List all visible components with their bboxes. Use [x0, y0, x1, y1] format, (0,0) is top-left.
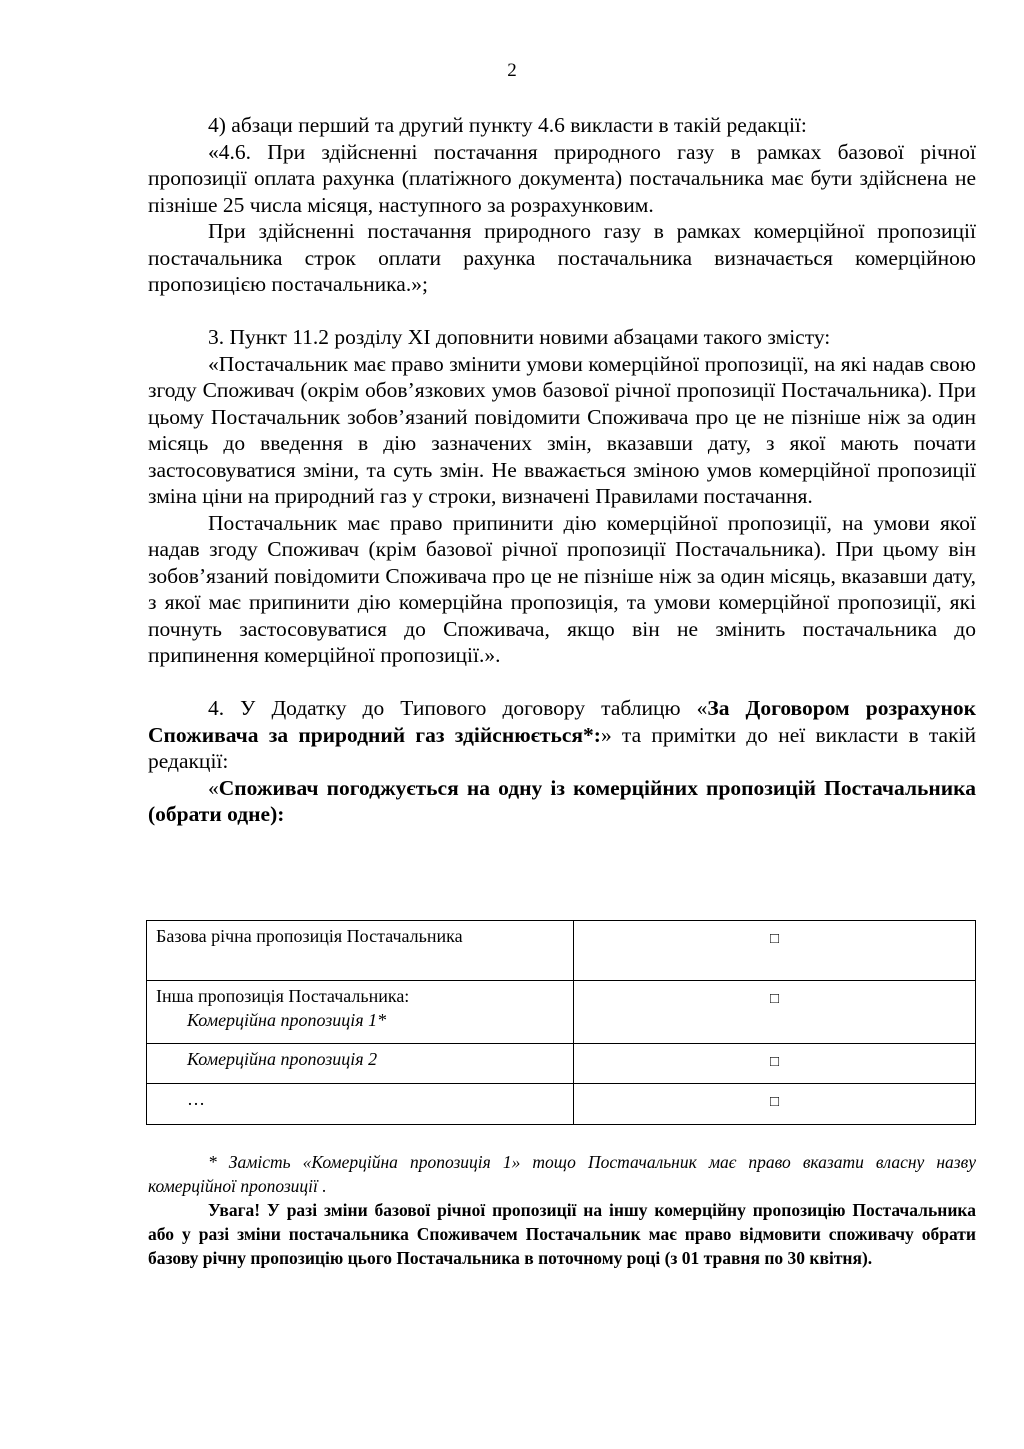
paragraph-terminate-offer: Постачальник має право припинити дію комерційної пропозиції, на умови якої надав згоду Споживач (крім базової річної пропозиції Постачальника). При цьому він зобов’язаний повідомити Споживача про це не пізніше ніж за один місяць, вказавши дату, з якої має припинити дію комерційна пропозиція, та умови комерційної пропозиції, які почнуть застосовуватися до Споживача, якщо він не змінить постачальника до припинення комерційної пропозиції.».	[148, 510, 976, 667]
table-row	[147, 981, 976, 1044]
paragraph-consumer-choice	[148, 775, 976, 828]
table-row	[147, 1084, 976, 1125]
commercial-offer-2-label: Комерційна пропозиція 2	[187, 1049, 378, 1069]
more-offers-label: …	[187, 1089, 205, 1109]
table-notes	[148, 1150, 976, 1270]
row-label-more	[147, 1084, 574, 1125]
row-label-basic-offer: Базова річна пропозиція Постачальника	[147, 921, 574, 981]
checkbox-commercial-offer-2[interactable]: □	[574, 1044, 976, 1084]
checkbox-more[interactable]: □	[574, 1084, 976, 1125]
table-row	[147, 1044, 976, 1084]
offer-selection-table	[146, 920, 976, 1125]
page-number: 2	[507, 60, 517, 81]
row-label-other-offer	[147, 981, 574, 1044]
paragraph-amend-4-6: 4) абзаци перший та другий пункту 4.6 викласти в такій редакції:	[208, 113, 807, 137]
checkbox-commercial-offer-1[interactable]: □	[574, 981, 976, 1044]
other-offer-label: Інша пропозиція Постачальника:	[156, 986, 410, 1006]
paragraph-4-6-text: «4.6. При здійсненні постачання природного газу в рамках базової річної пропозиції оплата рахунка (платіжного документа) постачальника має бути здійснена не пізніше 25 числа місяця, наступного за розрахунковим.	[148, 139, 976, 217]
choice-prefix: «	[208, 775, 219, 800]
appendix-table-title: За Договором розрахунок Споживача за природний газ здійснюється*:	[148, 696, 977, 747]
appendix-prefix: 4. У Додатку до Типового договору таблицю «	[208, 696, 708, 720]
footnote: * Замість «Комерційна пропозиція 1» тощо Постачальник має право вказати власну назву комерційної пропозиції .	[148, 1152, 976, 1196]
choice-heading: Споживач погоджується на одну із комерційних пропозицій Постачальника (обрати одне):	[148, 775, 976, 826]
checkbox-basic-offer[interactable]: □	[574, 921, 976, 981]
paragraph-amend-11-2: 3. Пункт 11.2 розділу XI доповнити новими абзацами такого змісту:	[208, 325, 831, 349]
paragraph-appendix-table	[148, 695, 976, 775]
appendix-suffix: » та примітки до неї викласти в такій редакції:	[148, 722, 976, 773]
paragraph-change-conditions: «Постачальник має право змінити умови комерційної пропозиції, на які надав свою згоду Споживач (окрім обов’язкових умов базової річної пропозиції Постачальника). При цьому Постачальник зобов’язаний повідомити Споживача про це не пізніше ніж за один місяць до введення в дію зазначених змін, вказавши дату, з якої мають почати застосовуватися зміни, та суть змін. Не вважається зміною умов комерційної пропозиції зміна ціни на природний газ у строки, визначені Правилами постачання.	[148, 351, 976, 508]
commercial-offer-1-label: Комерційна пропозиція 1*	[187, 1010, 387, 1030]
document-body	[148, 112, 976, 828]
table-row	[147, 921, 976, 981]
paragraph-commercial-payment: При здійсненні постачання природного газу в рамках комерційної пропозиції постачальника строк оплати рахунка постачальника визначається комерційною пропозицією постачальника.»;	[148, 219, 976, 296]
warning-note: Увага! У разі зміни базової річної пропозиції на іншу комерційну пропозицію Постачальника або у разі зміни постачальника Споживачем Постачальник має право відмовити споживачу обрати базову річну пропозицію цього Постачальника в поточному році (з 01 травня по 30 квітня).	[148, 1200, 976, 1268]
row-label-commercial-offer-2	[147, 1044, 574, 1084]
